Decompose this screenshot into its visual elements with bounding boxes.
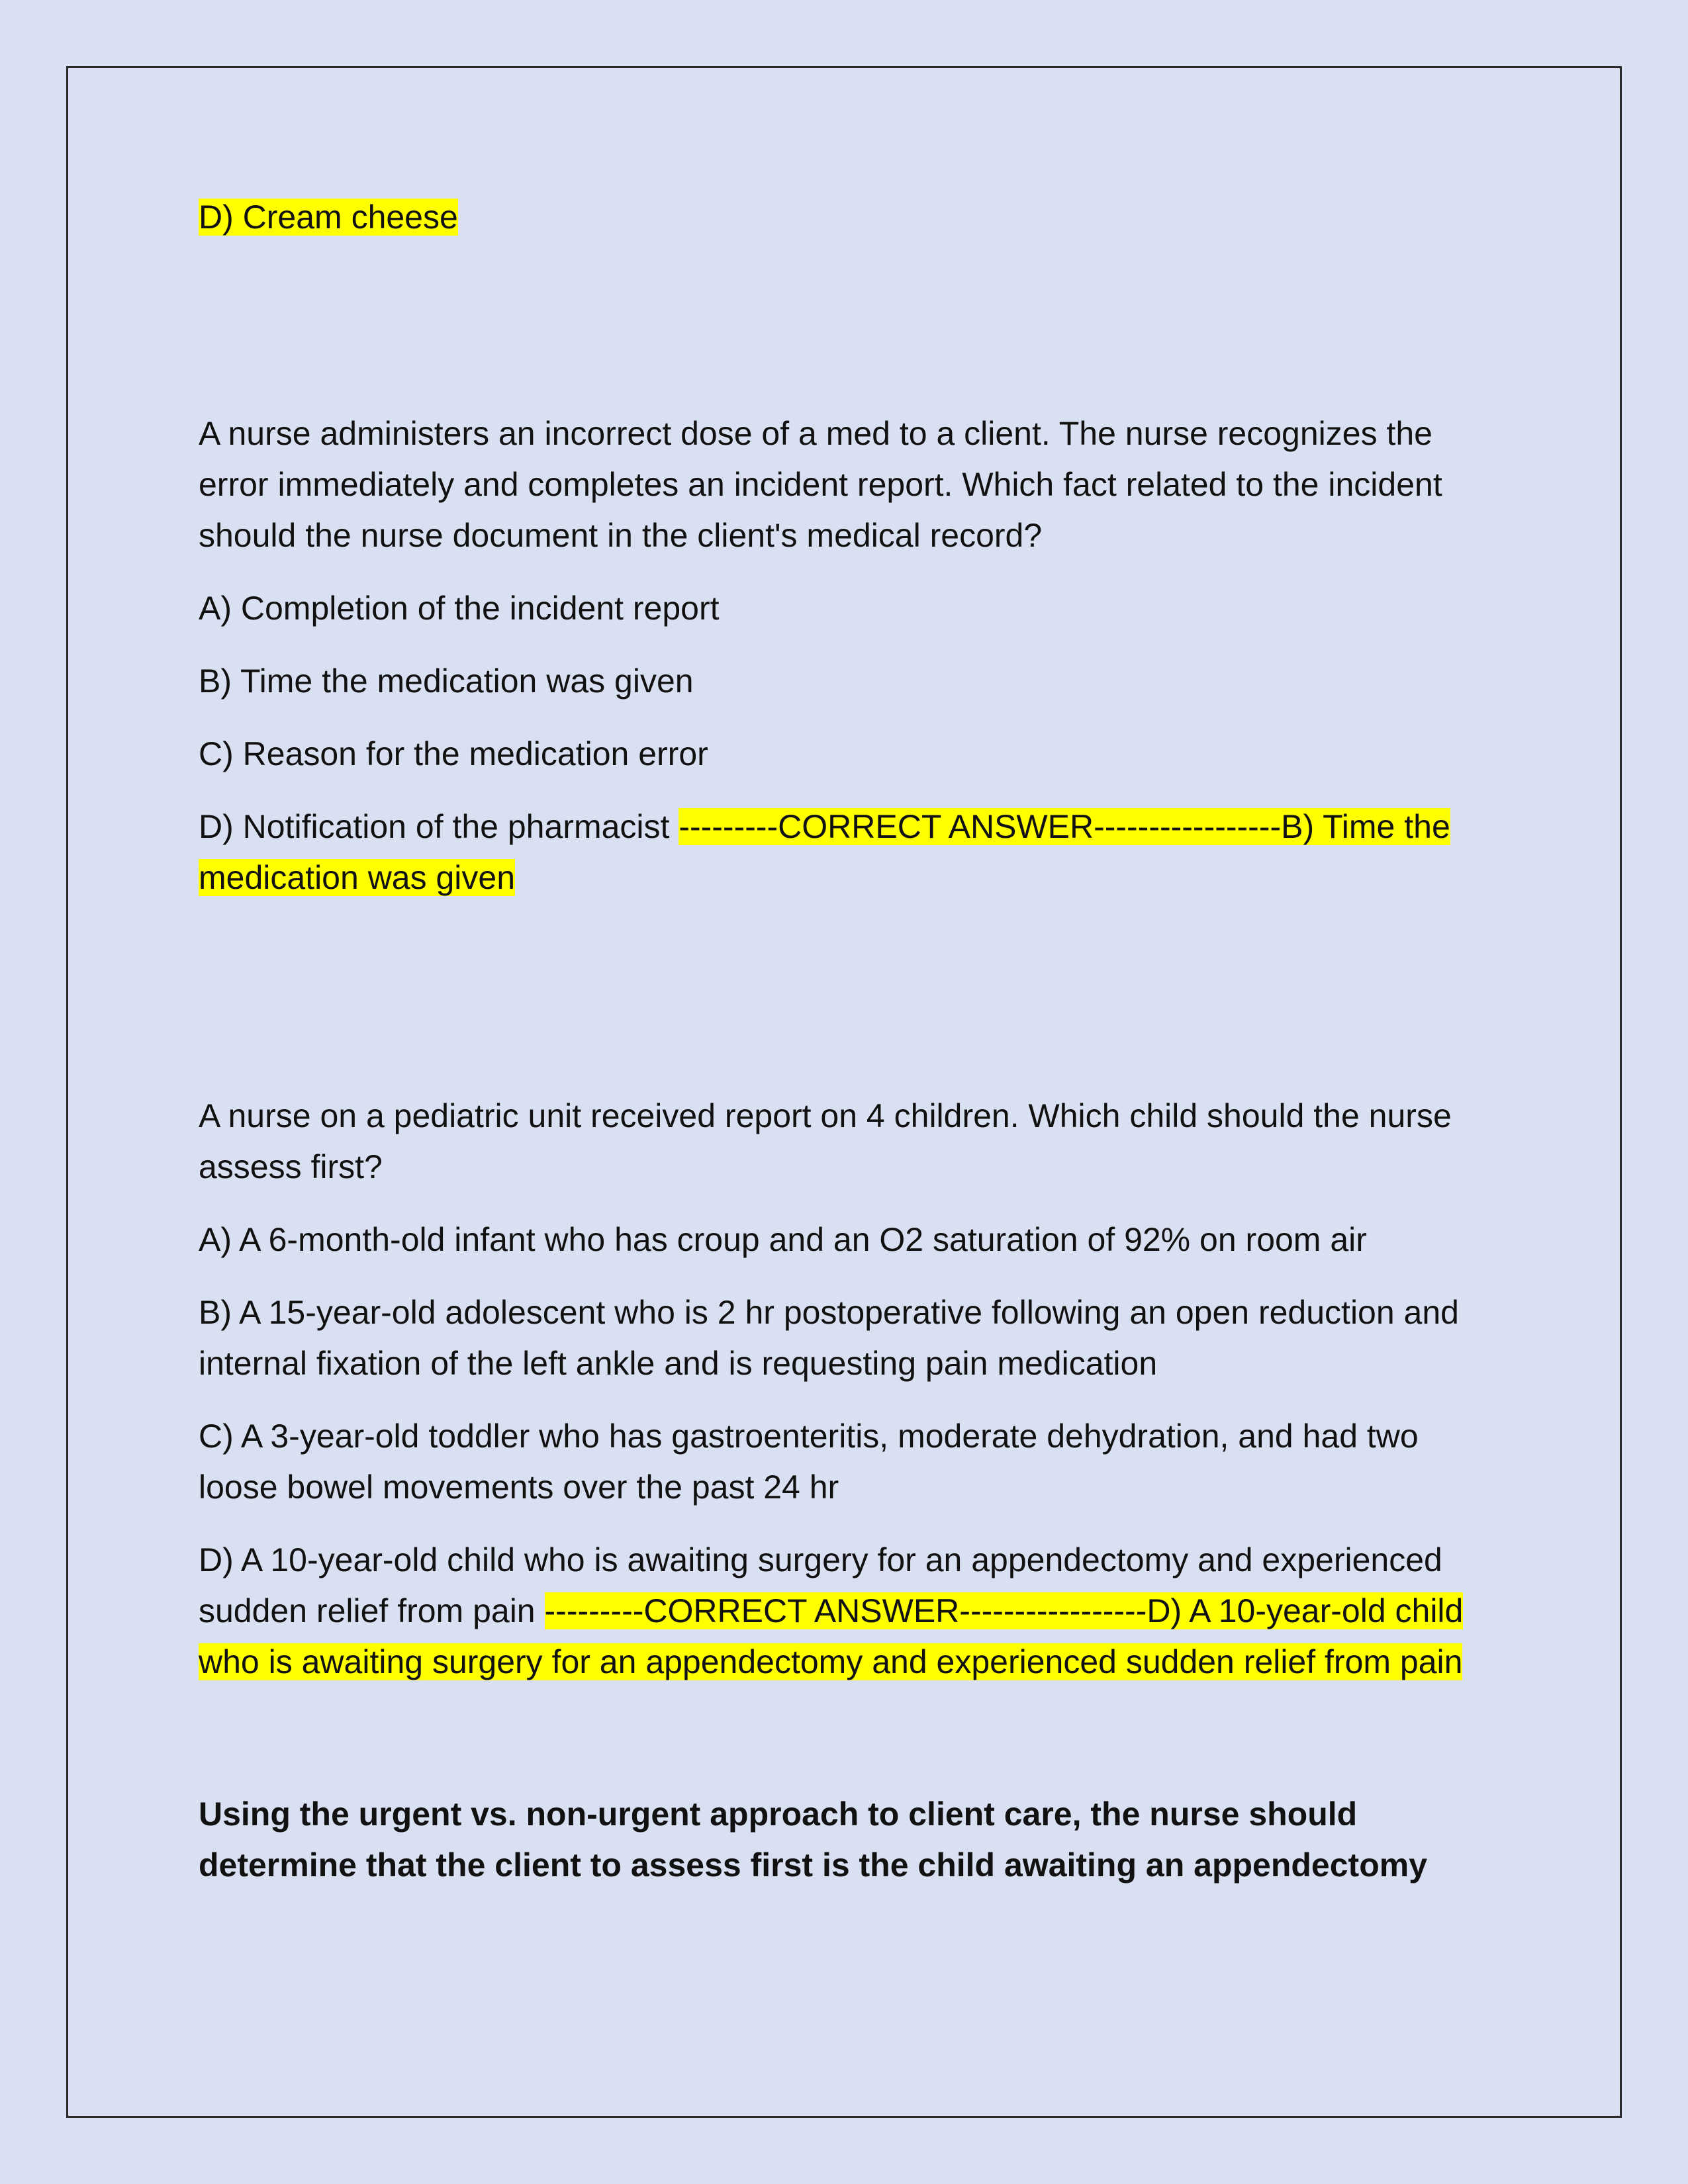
question-2-correct-answer: ---------CORRECT ANSWER-----------------D) A 10-year-old child who is awaiting surgery for an appendectomy and experienced sudden relief from pain — [199, 1592, 1464, 1680]
question-1-option-d-text: D) Notification of the pharmacist — [199, 808, 670, 845]
question-1-stem: A nurse administers an incorrect dose of a med to a client. The nurse recognizes the error immediately and completes an incident report. Which fact related to the incident should the nurse document in the client's medical record? — [199, 415, 1442, 554]
document-content — [199, 192, 1496, 1891]
question-1-correct-answer: ---------CORRECT ANSWER-----------------B) Time the medication was given — [199, 808, 1450, 896]
question-1-option-a: A) Completion of the incident report — [199, 590, 720, 627]
question-1-option-d — [199, 801, 1496, 903]
question-1-option-b: B) Time the medication was given — [199, 662, 694, 700]
spacer — [199, 925, 1496, 1091]
question-2-stem: A nurse on a pediatric unit received report on 4 children. Which child should the nurse assess first? — [199, 1097, 1452, 1185]
question-1 — [199, 408, 1496, 903]
previous-answer-highlight: D) Cream cheese — [199, 199, 458, 236]
previous-answer — [199, 192, 1496, 243]
question-2-option-a: A) A 6-month-old infant who has croup and an O2 saturation of 92% on room air — [199, 1221, 1367, 1258]
spacer — [199, 243, 1496, 408]
spacer — [199, 1709, 1496, 1789]
question-2-option-d-text: D) A 10-year-old child who is awaiting surgery for an appendectomy and experienced sudden relief from pain — [199, 1541, 1442, 1629]
question-2-explanation: Using the urgent vs. non-urgent approach to client care, the nurse should determine that the client to assess first is the child awaiting an appendectomy — [199, 1796, 1428, 1884]
question-2-option-b: B) A 15-year-old adolescent who is 2 hr postoperative following an open reduction and internal fixation of the left ankle and is requesting pain medication — [199, 1294, 1459, 1382]
question-1-option-c: C) Reason for the medication error — [199, 735, 708, 772]
question-2-option-c: C) A 3-year-old toddler who has gastroenteritis, moderate dehydration, and had two loose bowel movements over the past 24 hr — [199, 1418, 1419, 1506]
question-2-option-d — [199, 1535, 1496, 1688]
question-2 — [199, 1091, 1496, 1891]
